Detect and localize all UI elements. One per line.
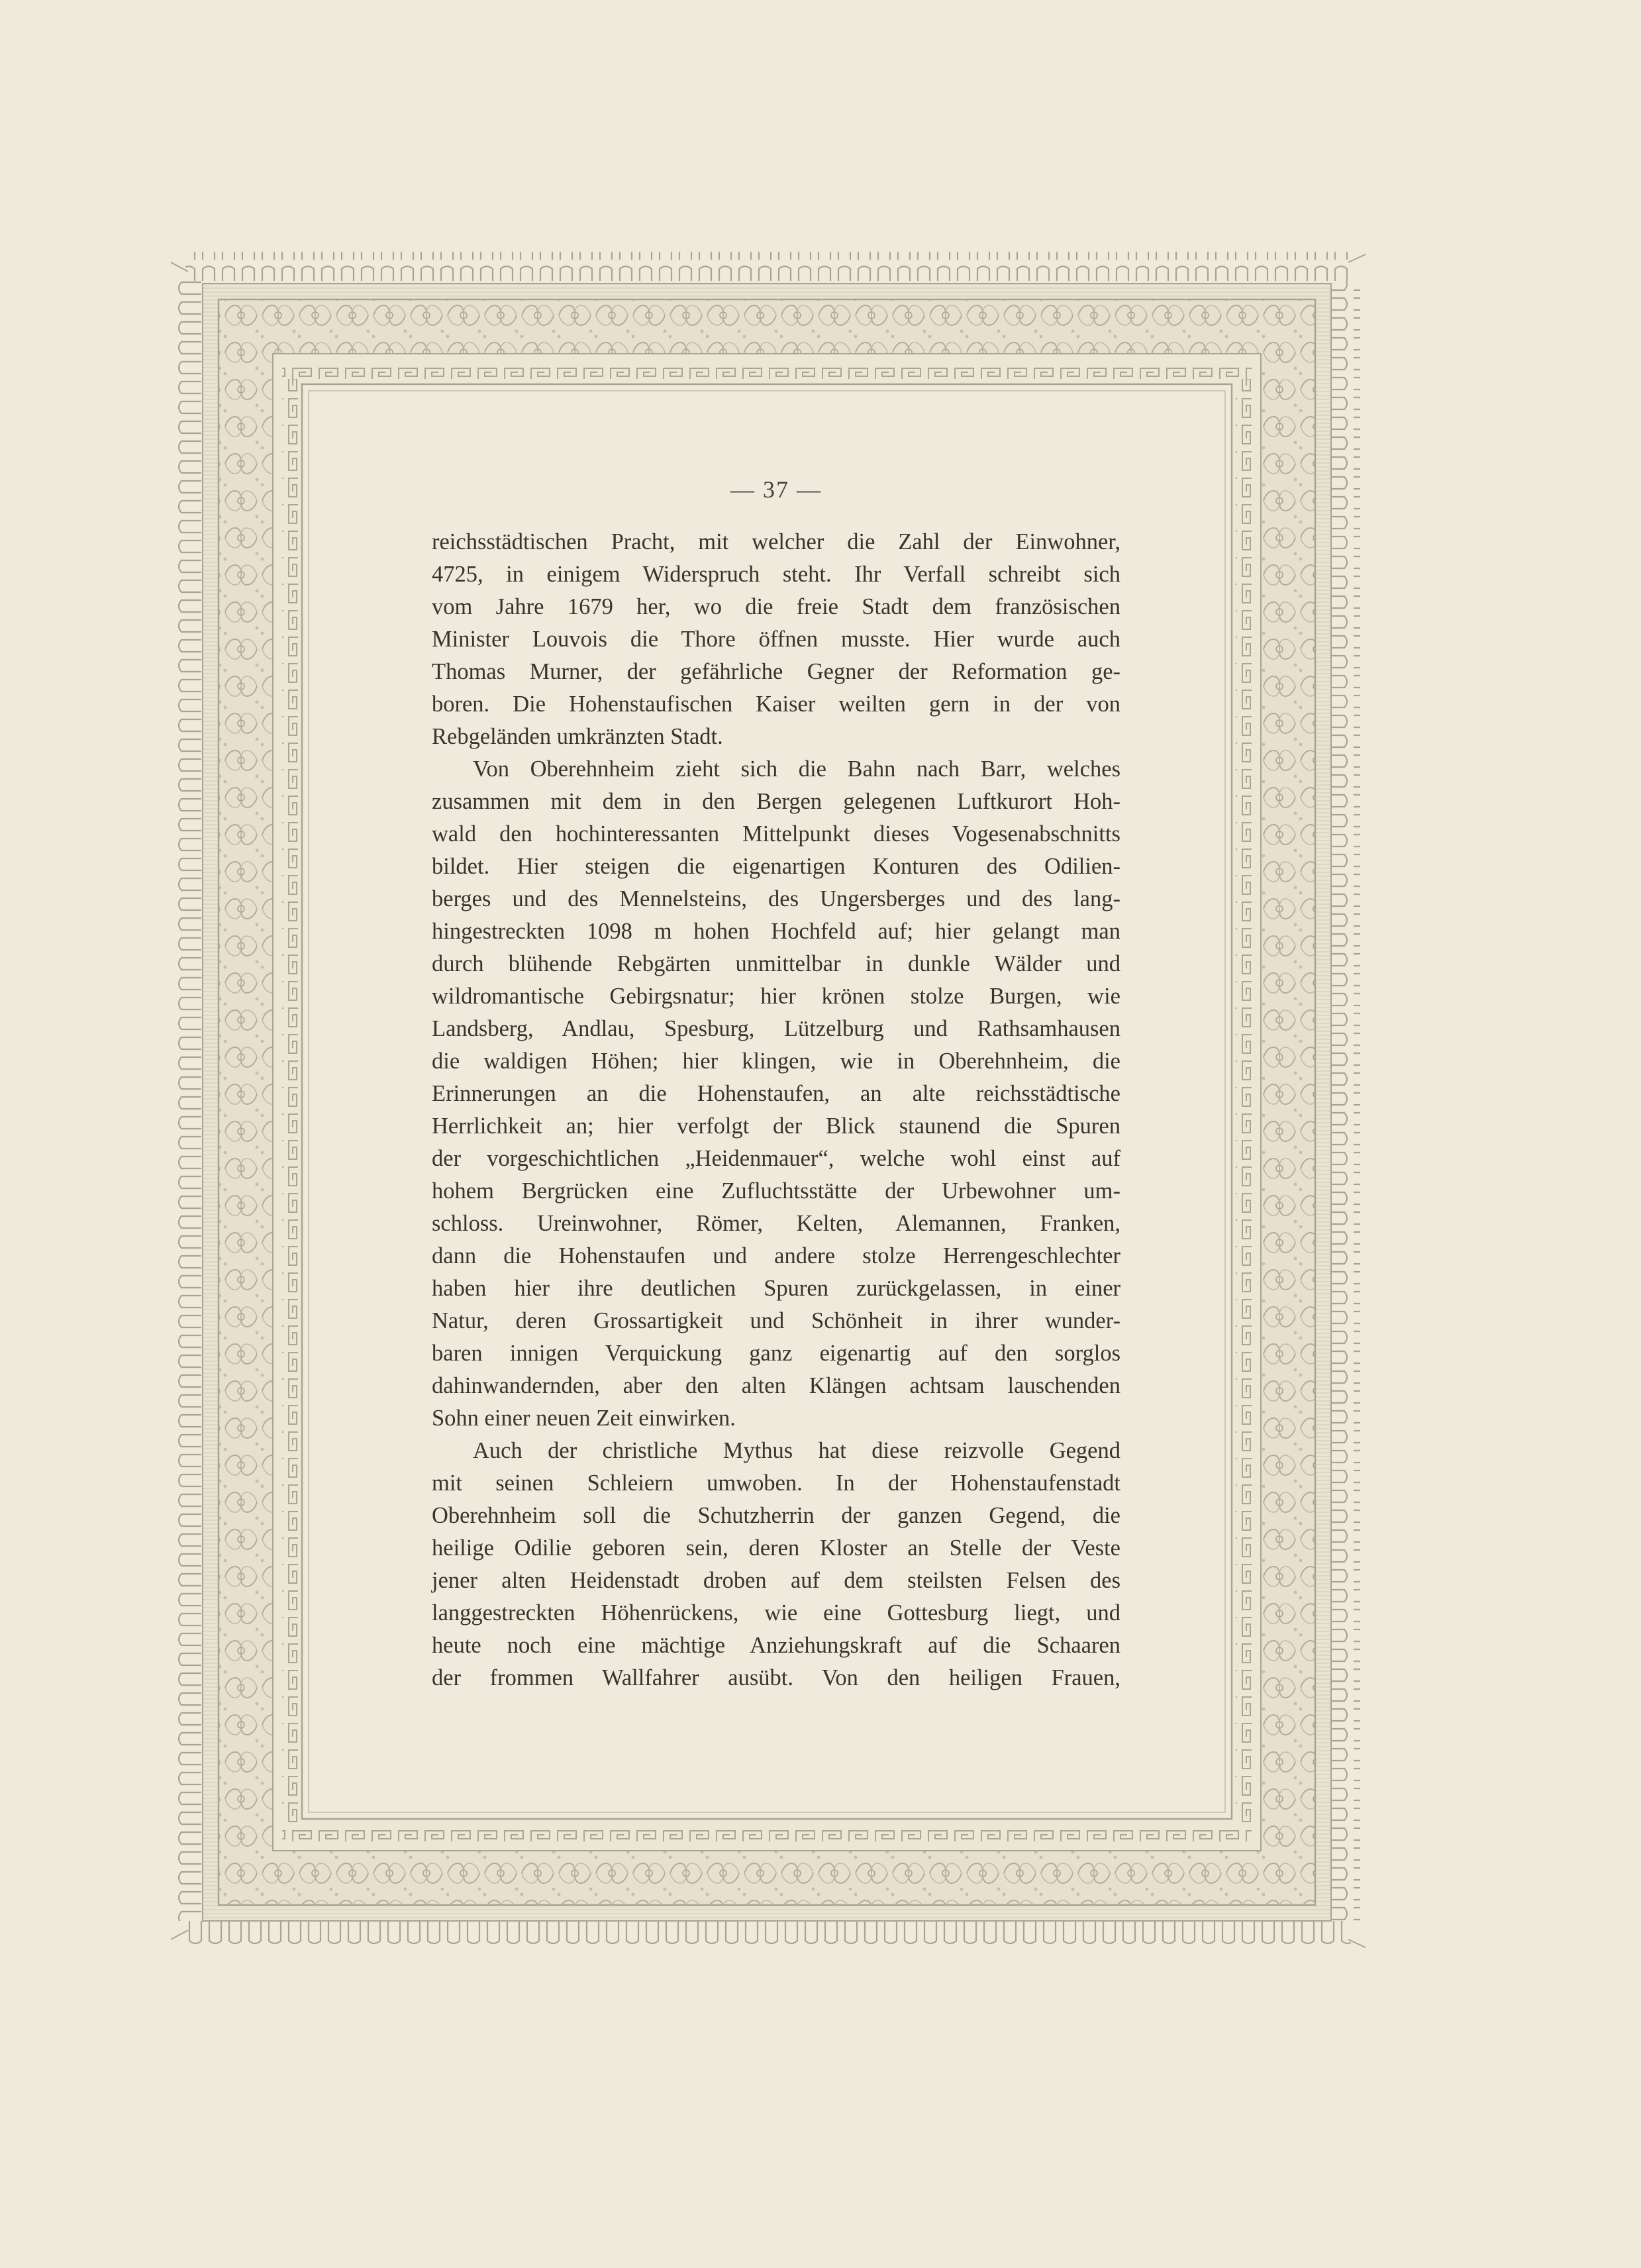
- text-line: baren innigen Verquickung ganz eigenartig auf den sorglos: [432, 1341, 1120, 1366]
- paragraph-2: [432, 753, 1120, 1435]
- text-line: haben hier ihre deutlichen Spuren zurückgelassen, in einer: [432, 1276, 1120, 1301]
- text-line: hohem Bergrücken eine Zufluchtsstätte der Urbewohner um-: [432, 1178, 1120, 1204]
- text-line: langgestreckten Höhenrückens, wie eine Gottesburg liegt, und: [432, 1600, 1120, 1625]
- text-line: heute noch eine mächtige Anziehungskraft auf die Schaaren: [432, 1633, 1120, 1658]
- text-line: Landsberg, Andlau, Spesburg, Lützelburg und Rathsamhausen: [432, 1016, 1120, 1041]
- text-line: Sohn einer neuen Zeit einwirken.: [432, 1406, 736, 1431]
- text-line: Rebgeländen umkränzten Stadt.: [432, 724, 723, 749]
- page-text-block: [432, 476, 1120, 1694]
- text-line: Natur, deren Grossartigkeit und Schönheit in ihrer wunder-: [432, 1308, 1120, 1333]
- text-line: der vorgeschichtlichen „Heidenmauer“, welche wohl einst auf: [432, 1146, 1120, 1171]
- text-line: Herrlichkeit an; hier verfolgt der Blick staunend die Spuren: [432, 1113, 1120, 1139]
- text-line: Oberehnheim soll die Schutzherrin der ganzen Gegend, die: [432, 1503, 1120, 1528]
- text-line: dahinwandernden, aber den alten Klängen achtsam lauschenden: [432, 1373, 1120, 1398]
- text-line: reichsstädtischen Pracht, mit welcher die Zahl der Einwohner,: [432, 529, 1120, 554]
- page-number: — 37 —: [730, 476, 822, 503]
- text-line: boren. Die Hohenstaufischen Kaiser weilten gern in der von: [432, 692, 1120, 717]
- text-line: schloss. Ureinwohner, Römer, Kelten, Alemannen, Franken,: [432, 1211, 1120, 1236]
- text-line: bildet. Hier steigen die eigenartigen Konturen des Odilien-: [432, 854, 1120, 879]
- text-line: Auch der christliche Mythus hat diese reizvolle Gegend: [473, 1438, 1120, 1463]
- text-line: Minister Louvois die Thore öffnen musste. Hier wurde auch: [432, 627, 1120, 652]
- paragraph-3: [432, 1435, 1120, 1694]
- text-line: vom Jahre 1679 her, wo die freie Stadt dem französischen: [432, 594, 1120, 619]
- text-line: zusammen mit dem in den Bergen gelegenen Luftkurort Hoh-: [432, 789, 1120, 814]
- text-line: der frommen Wallfahrer ausübt. Von den heiligen Frauen,: [432, 1665, 1120, 1690]
- text-line: Von Oberehnheim zieht sich die Bahn nach Barr, welches: [473, 756, 1120, 782]
- text-line: heilige Odilie geboren sein, deren Kloster an Stelle der Veste: [432, 1535, 1120, 1561]
- text-line: jener alten Heidenstadt droben auf dem steilsten Felsen des: [432, 1568, 1120, 1593]
- text-line: hingestreckten 1098 m hohen Hochfeld auf; hier gelangt man: [432, 919, 1120, 944]
- text-line: 4725, in einigem Widerspruch steht. Ihr Verfall schreibt sich: [432, 562, 1120, 587]
- paragraph-1: [432, 526, 1120, 753]
- text-line: dann die Hohenstaufen und andere stolze Herrengeschlechter: [432, 1243, 1120, 1268]
- text-line: die waldigen Höhen; hier klingen, wie in Oberehnheim, die: [432, 1049, 1120, 1074]
- text-line: wald den hochinteressanten Mittelpunkt dieses Vogesenabschnitts: [432, 821, 1120, 847]
- text-line: Thomas Murner, der gefährliche Gegner der Reformation ge-: [432, 659, 1120, 684]
- text-line: mit seinen Schleiern umwoben. In der Hohenstaufenstadt: [432, 1470, 1120, 1496]
- text-line: Erinnerungen an die Hohenstaufen, an alte reichsstädtische: [432, 1081, 1120, 1106]
- text-line: wildromantische Gebirgsnatur; hier krönen stolze Burgen, wie: [432, 984, 1120, 1009]
- text-line: berges und des Mennelsteins, des Ungersberges und des lang-: [432, 886, 1120, 911]
- text-line: durch blühende Rebgärten unmittelbar in dunkle Wälder und: [432, 951, 1120, 976]
